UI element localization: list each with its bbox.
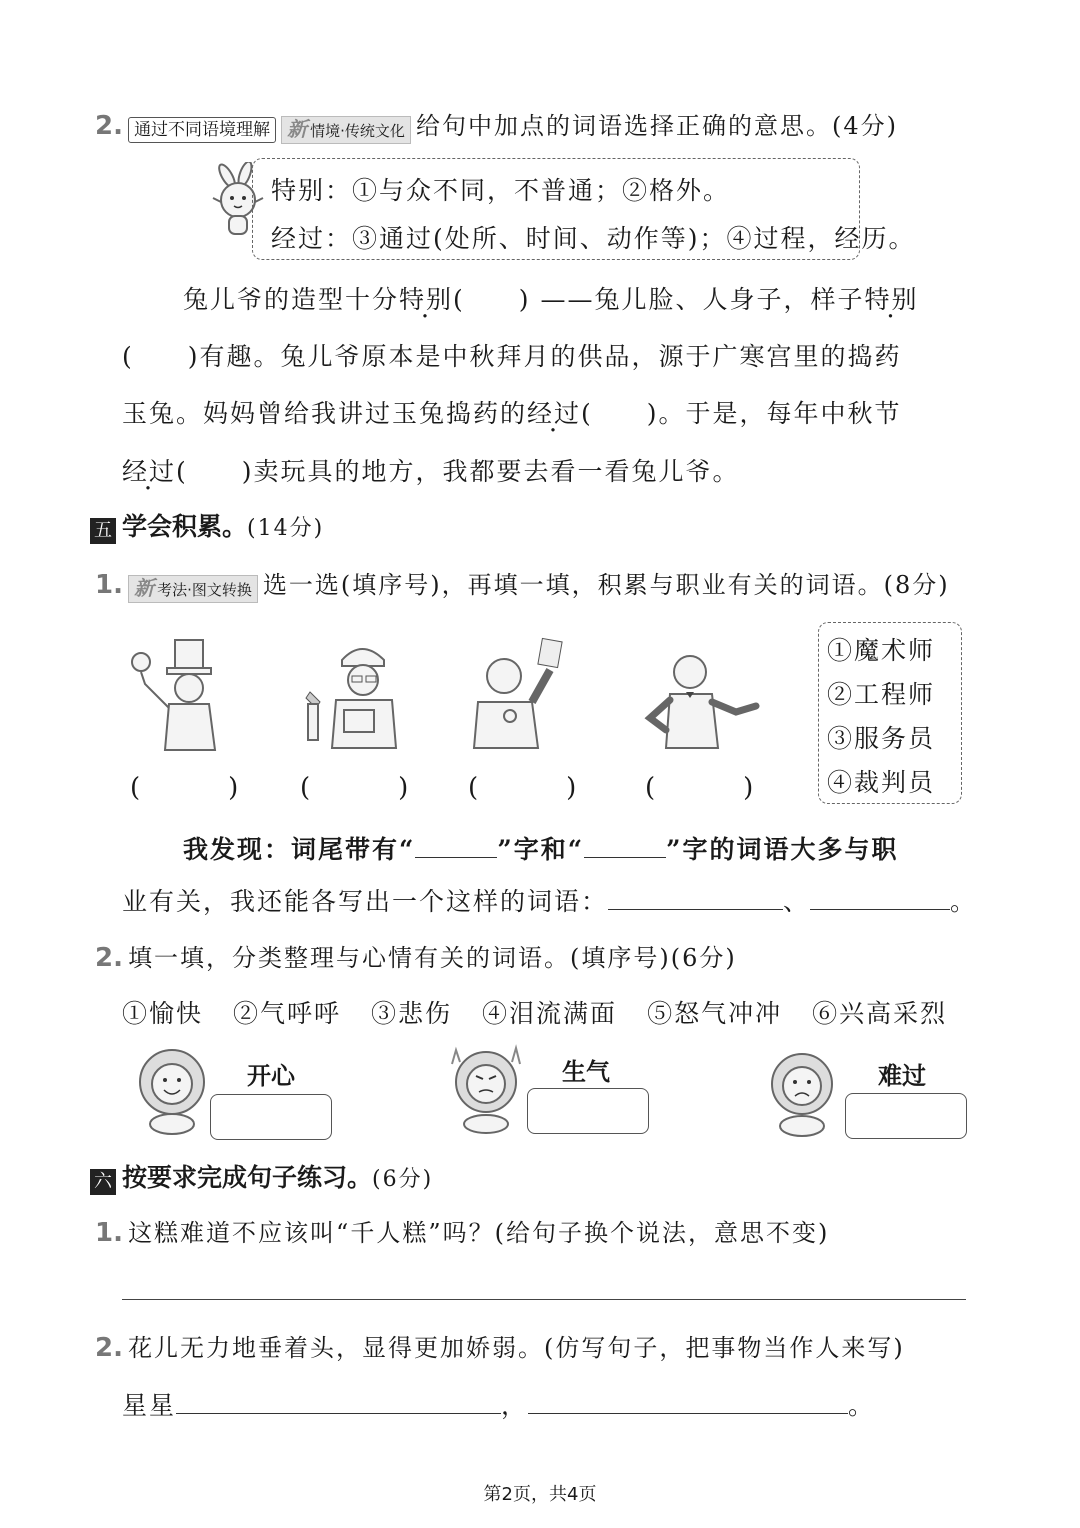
page-footer: 第2页，共4页 bbox=[483, 1484, 597, 1505]
imitation-line bbox=[122, 1386, 875, 1422]
text: ( )卖玩具的地方，我都要去看一看兔儿爷。 bbox=[176, 457, 740, 486]
passage-line-2: ( )有趣。兔儿爷原本是中秋拜月的供品，源于广寒宫里的捣药 bbox=[122, 342, 902, 371]
sad-lion-icon bbox=[762, 1048, 842, 1142]
question-number: 2. bbox=[95, 111, 123, 141]
text: 。 bbox=[848, 1391, 876, 1420]
text: 星星 bbox=[122, 1391, 177, 1420]
tag-context: 通过不同语境理解 bbox=[128, 117, 276, 143]
sec6-q2 bbox=[95, 1328, 905, 1363]
profession-options-box bbox=[818, 622, 962, 804]
sec6-q1 bbox=[95, 1213, 829, 1248]
q2-header bbox=[95, 106, 898, 144]
waiter-figure-icon bbox=[640, 636, 760, 755]
text: ( )。于是，每年中秋节 bbox=[581, 399, 902, 428]
answer-line[interactable] bbox=[122, 1299, 966, 1300]
angry-lion-icon bbox=[446, 1044, 526, 1138]
word-item: ③悲伤 bbox=[371, 999, 453, 1028]
referee-figure-icon bbox=[470, 636, 570, 755]
sec5-q1-header bbox=[95, 565, 950, 603]
option-item: ②工程师 bbox=[827, 680, 936, 709]
blank-input[interactable] bbox=[176, 1413, 501, 1414]
definition-box bbox=[252, 158, 916, 260]
blank-input[interactable] bbox=[810, 909, 950, 910]
section-score: (14分) bbox=[247, 516, 325, 541]
definition-jingguo: 经过：③通过(处所、时间、动作等)；④过程，经历。 bbox=[271, 224, 916, 253]
dotted-word: 经过 bbox=[122, 457, 177, 486]
section-score: (6分) bbox=[372, 1167, 434, 1192]
section-6-header bbox=[90, 1158, 433, 1195]
engineer-figure-icon bbox=[300, 638, 400, 757]
blank-input[interactable] bbox=[584, 857, 666, 858]
blank-input[interactable] bbox=[415, 857, 497, 858]
category-label-sad: 难过 bbox=[878, 1061, 926, 1090]
tag-new bbox=[281, 116, 411, 144]
answer-box-sad[interactable] bbox=[845, 1093, 967, 1139]
word-item: ⑤怒气冲冲 bbox=[647, 999, 783, 1028]
question-number: 1. bbox=[95, 570, 123, 600]
word-item: ⑥兴高采烈 bbox=[812, 999, 948, 1028]
option-item: ①魔术师 bbox=[827, 636, 936, 665]
answer-box-angry[interactable] bbox=[527, 1088, 649, 1134]
text: 、 bbox=[783, 887, 811, 916]
word-item: ④泪流满面 bbox=[482, 999, 618, 1028]
option-item: ④裁判员 bbox=[827, 768, 936, 797]
blank-input[interactable] bbox=[608, 909, 783, 910]
text: 业有关，我还能各写出一个这样的词语： bbox=[122, 887, 609, 916]
tag-label: 情境·传统文化 bbox=[310, 121, 405, 140]
word-item: ①愉快 bbox=[122, 999, 204, 1028]
tag-label: 考法·图文转换 bbox=[157, 580, 252, 599]
text: 玉兔。妈妈曾给我讲过玉兔捣药的 bbox=[122, 399, 528, 428]
tag-new bbox=[128, 575, 258, 603]
discovery-line-1 bbox=[183, 830, 899, 866]
dotted-word: 特别 bbox=[864, 285, 919, 314]
answer-paren-1[interactable]: ( ) bbox=[130, 773, 251, 803]
discovery-line-2 bbox=[122, 882, 977, 918]
word-item: ②气呼呼 bbox=[233, 999, 342, 1028]
mood-word-list bbox=[122, 994, 947, 1030]
happy-lion-icon bbox=[132, 1046, 212, 1140]
definition-tebie: 特别：①与众不同，不普通；②格外。 bbox=[271, 176, 731, 205]
text: ， bbox=[501, 1391, 529, 1420]
instruction: 给句中加点的词语选择正确的意思。(4分) bbox=[416, 112, 899, 140]
question-number: 1. bbox=[95, 1218, 123, 1248]
text: 我发现：词尾带有“ bbox=[183, 835, 416, 864]
category-label-angry: 生气 bbox=[562, 1057, 610, 1086]
section-title: 学会积累。 bbox=[122, 512, 248, 541]
magician-figure-icon bbox=[125, 638, 225, 757]
instruction: 选一选(填序号)，再填一填，积累与职业有关的词语。(8分) bbox=[262, 571, 950, 599]
text: 兔儿爷的造型十分 bbox=[183, 285, 400, 314]
text: 。 bbox=[950, 887, 978, 916]
passage-line-4 bbox=[122, 452, 740, 488]
question-number: 2. bbox=[95, 943, 123, 973]
answer-paren-3[interactable]: ( ) bbox=[468, 773, 589, 803]
answer-paren-4[interactable]: ( ) bbox=[645, 773, 766, 803]
new-label: 新 bbox=[287, 116, 308, 141]
text: ”字的词语大多与职 bbox=[666, 835, 899, 864]
blank-input[interactable] bbox=[528, 1413, 848, 1414]
section-5-header bbox=[90, 507, 324, 544]
dotted-word: 经过 bbox=[527, 399, 582, 428]
text: ( ) ——兔儿脸、人身子，样子 bbox=[453, 285, 865, 314]
section-title: 按要求完成句子练习。 bbox=[122, 1163, 373, 1192]
new-label: 新 bbox=[134, 575, 155, 600]
section-number-icon: 五 bbox=[90, 518, 116, 544]
question-number: 2. bbox=[95, 1333, 123, 1363]
answer-box-happy[interactable] bbox=[210, 1094, 332, 1140]
option-item: ③服务员 bbox=[827, 724, 936, 753]
passage-line-1 bbox=[183, 280, 919, 316]
dotted-word: 特别 bbox=[399, 285, 454, 314]
question-text: 这糕难道不应该叫“千人糕”吗？(给句子换个说法，意思不变) bbox=[128, 1219, 830, 1247]
category-label-happy: 开心 bbox=[247, 1061, 295, 1090]
question-text: 花儿无力地垂着头，显得更加娇弱。(仿写句子，把事物当作人来写) bbox=[128, 1334, 905, 1362]
section-number-icon: 六 bbox=[90, 1169, 116, 1195]
answer-paren-2[interactable]: ( ) bbox=[300, 773, 421, 803]
text: ”字和“ bbox=[497, 835, 585, 864]
sec5-q2-header bbox=[95, 938, 737, 973]
instruction: 填一填，分类整理与心情有关的词语。(填序号)(6分) bbox=[128, 944, 737, 972]
passage-line-3 bbox=[122, 394, 902, 430]
